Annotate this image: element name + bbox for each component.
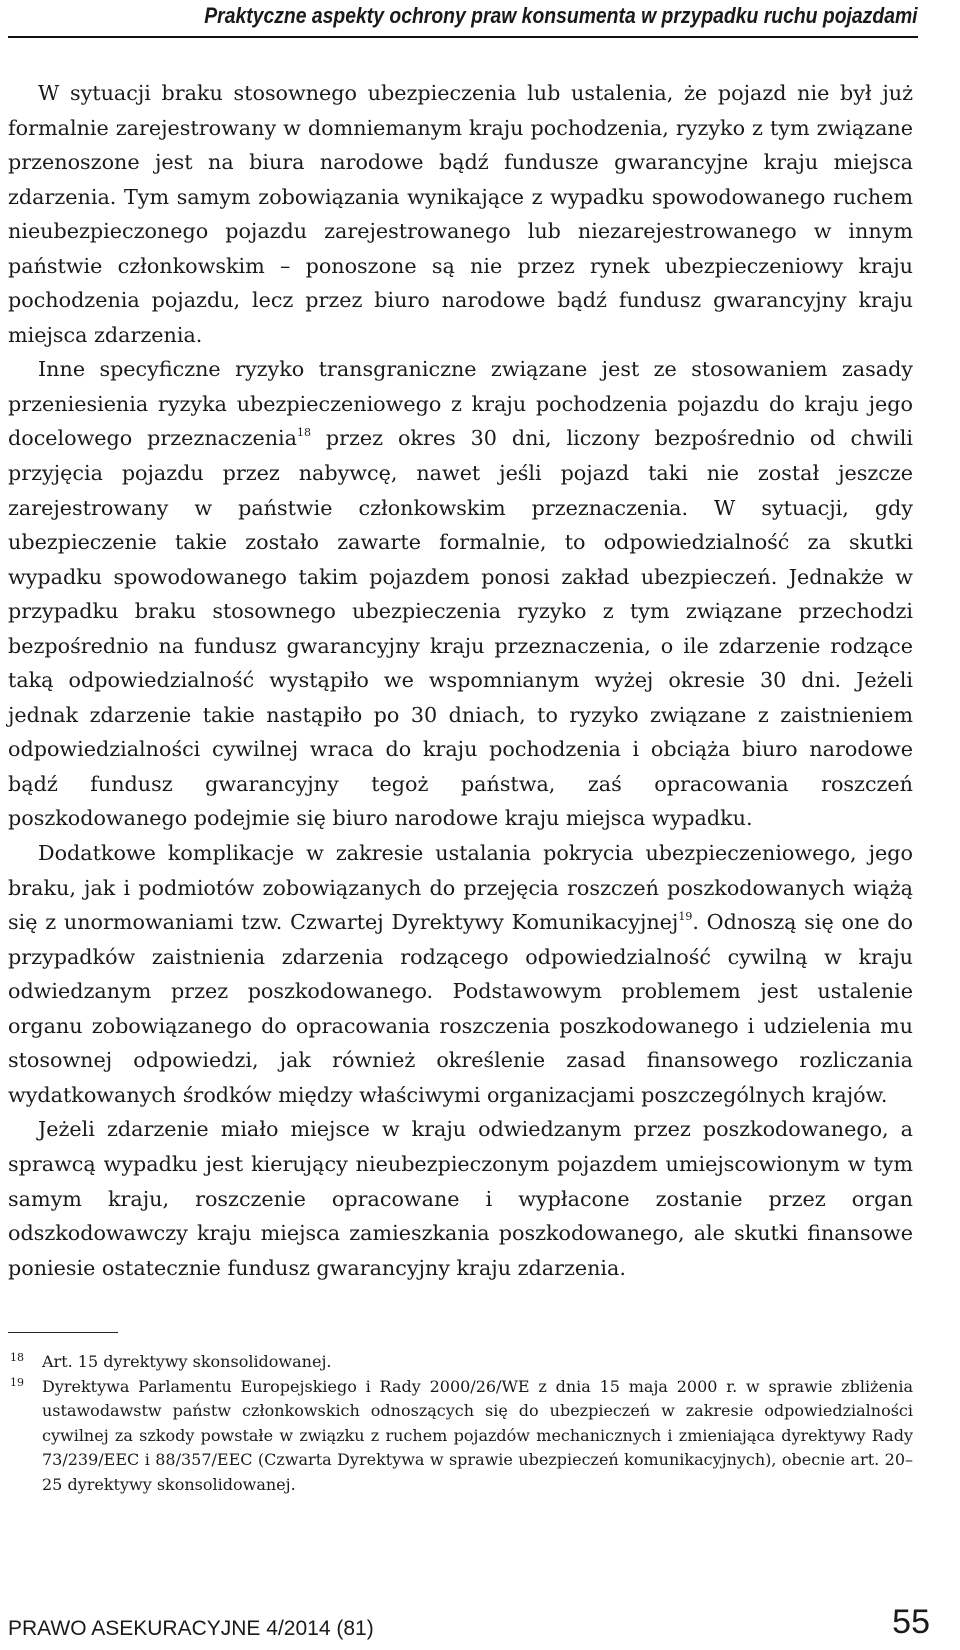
footnote-ref-18[interactable]: 18 [296, 426, 311, 440]
paragraph-1-text: W sytuacji braku stosownego ubezpieczenia lub ustalenia, że pojazd nie był już formalnie zarejestrowany w domniemanym kraju pochodzenia, ryzyko z tym związane przenoszone jest na biura narodowe bądź fundusze gwarancyjne kraju miejsca zdarzenia. Tym samym zobowiązania wynikające z wypadku spowodowanego ruchem nieubezpieczonego pojazdu zarejestrowanego lub niezarejestrowanego w innym państwie członkowskim – ponoszone są nie przez rynek ubezpieczeniowy kraju pochodzenia pojazdu, lecz przez biuro narodowe bądź fundusz gwarancyjny kraju miejsca zdarzenia. [8, 81, 913, 347]
paragraph-2 [8, 352, 913, 836]
footnote-separator [8, 1332, 118, 1333]
footnote-18 [8, 1350, 913, 1375]
footnote-19 [8, 1375, 913, 1498]
running-header [8, 0, 918, 38]
footnote-text: Dyrektywa Parlamentu Europejskiego i Rady 2000/26/WE z dnia 15 maja 2000 r. w sprawie zbliżenia ustawodawstw państw członkowskich odnoszących się do ubezpieczeń w zakresie odpowiedzialności cywilnej za szkody powstałe w związku z ruchem pojazdów mechanicznych i zmieniająca dyrektywy Rady 73/239/EEC i 88/357/EEC (Czwarta Dyrektywa w sprawie ubezpieczeń komunikacyjnych), obecnie art. 20–25 dyrektywy skonsolidowanej. [42, 1376, 913, 1494]
paragraph-3-text-end: . Odnoszą się one do przypadków zaistnienia zdarzenia rodzącego odpowiedzialność cywilną w kraju odwiedzanym przez poszkodowanego. Podstawowym problemem jest ustalenie organu zobowiązanego do opracowania roszczenia poszkodowanego i udzielenia mu stosownej odpowiedzi, jak również określenie zasad finansowego rozliczania wydatkowanych środków między właściwymi organizacjami poszczególnych krajów. [8, 910, 913, 1107]
article-body [8, 76, 913, 1285]
paragraph-4 [8, 1112, 913, 1285]
page-number: 55 [892, 1603, 930, 1641]
footnote-ref-19[interactable]: 19 [678, 910, 693, 924]
footnote-number: 18 [10, 1351, 24, 1364]
paragraph-1 [8, 76, 913, 352]
paragraph-3-text-start: Dodatkowe komplikacje w zakresie ustalania pokrycia ubezpieczeniowego, jego braku, jak i podmiotów zobowiązanych do przejęcia roszczeń poszkodowanych wiążą się z unormowaniami tzw. Czwartej Dyrektywy Komunikacyjnej [8, 841, 913, 935]
footnote-number: 19 [10, 1375, 24, 1389]
footnotes [8, 1350, 913, 1497]
paragraph-2-text-start: Inne specyficzne ryzyko transgraniczne związane jest ze stosowaniem zasady przeniesienia ryzyka ubezpieczeniowego z kraju pochodzenia pojazdu do kraju jego docelowego przeznaczenia [8, 357, 913, 451]
running-header-title: Praktyczne aspekty ochrony praw konsumenta w przypadku ruchu pojazdami [204, 3, 918, 28]
footnote-text: Art. 15 dyrektywy skonsolidowanej. [42, 1352, 332, 1371]
paragraph-2-text-end: przez okres 30 dni, liczony bezpośrednio od chwili przyjęcia pojazdu przez nabywcę, nawet jeśli pojazd taki nie został jeszcze zarejestrowany w państwie członkowskim przeznaczenia. W sytuacji, gdy ubezpieczenie takie zostało zawarte formalnie, to odpowiedzialność za skutki wypadku spowodowanego takim pojazdem ponosi zakład ubezpieczeń. Jednakże w przypadku braku stosownego ubezpieczenia ryzyko z tym związane przechodzi bezpośrednio na fundusz gwarancyjny kraju przeznaczenia, o ile zdarzenie rodzące taką odpowiedzialność wystąpiło we wspomnianym wyżej okresie 30 dni. Jeżeli jednak zdarzenie takie nastąpiło po 30 dniach, to ryzyko związane z zaistnieniem odpowiedzialności cywilnej wraca do kraju pochodzenia i obciąża biuro narodowe bądź fundusz gwarancyjny tegoż państwa, zaś opracowania roszczeń poszkodowanego podejmie się biuro narodowe kraju miejsca wypadku. [8, 426, 914, 831]
journal-footer: PRAWO ASEKURACYJNE 4/2014 (81) [8, 1617, 374, 1640]
paragraph-4-text: Jeżeli zdarzenie miało miejsce w kraju odwiedzanym przez poszkodowanego, a sprawcą wypadku jest kierujący nieubezpieczonym pojazdem umiejscowionym w tym samym kraju, roszczenie opracowane i wypłacone zostanie przez organ odszkodowawczy kraju miejsca zamieszkania poszkodowanego, ale skutki finansowe poniesie ostatecznie fundusz gwarancyjny kraju zdarzenia. [8, 1117, 913, 1280]
paragraph-3 [8, 836, 913, 1112]
